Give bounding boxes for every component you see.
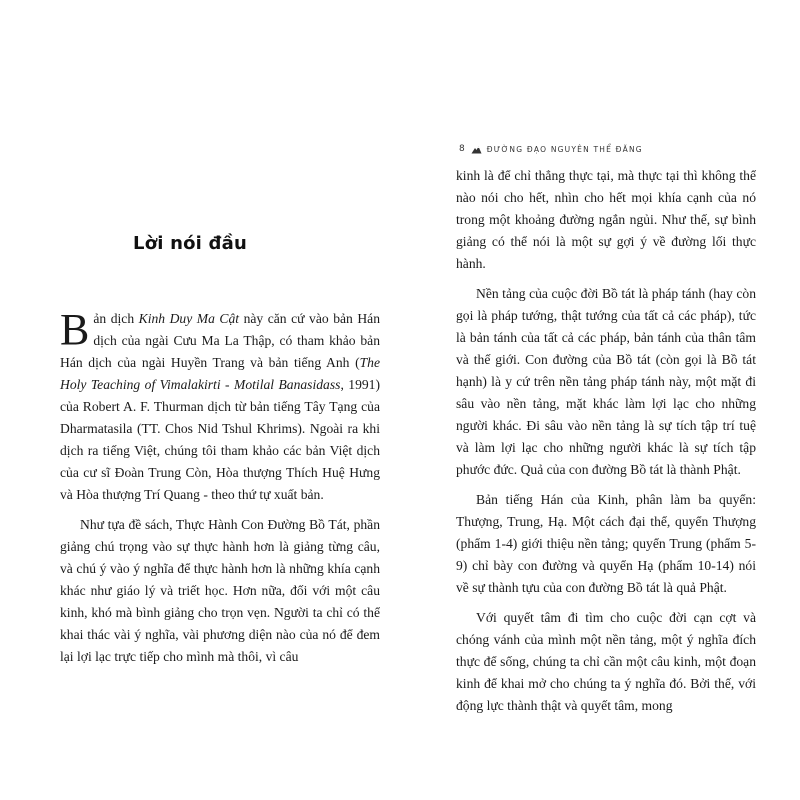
book-title-header: ĐƯỜNG ĐẠO NGUYÊN THỂ ĐĂNG	[486, 144, 643, 154]
running-header	[459, 144, 643, 154]
paragraph-2: Như tựa đề sách, Thực Hành Con Đường Bồ Tát, phần giảng chú trọng vào sự thực hành hơn là giảng từng câu, và chú ý vào ý nghĩa để thực hành hơn là những khía cạnh khác như giáo lý và triết học. Hơn nữa, đối với một câu kinh, khó mà bình giảng cho trọn vẹn. Người ta chỉ có thể khai thác vài ý nghĩa, vài phương diện nào của nó để đem lại lợi lạc trực tiếp cho mình mà thôi, vì câu	[60, 517, 380, 664]
page-number: 8	[459, 144, 465, 154]
text-run: , 1991) của Robert A. F. Thurman dịch từ bản tiếng Tây Tạng của Dharmatasila (TT. Chos Nid Tshul Khrims). Ngoài ra khi dịch ra tiếng Việt, chúng tôi tham khảo các bản Việt dịch của cư sĩ Đoàn Trung Còn, Hòa thượng Thích Huệ Hưng và Hòa thượng Trí Quang - theo thứ tự xuất bản.	[60, 377, 380, 502]
paragraph-3: Bản tiếng Hán của Kinh, phân làm ba quyển: Thượng, Trung, Hạ. Một cách đại thể, quyển Thượng (phẩm 1-4) giới thiệu nền tảng; quyển Trung (phẩm 5-9) chỉ bày con đường và quyển Hạ (phẩm 10-14) nói về sự thành tựu của con đường Bồ tát là quả Phật.	[456, 492, 756, 595]
text-run: ản dịch	[93, 311, 139, 326]
chapter-title: Lời nói đầu	[133, 233, 247, 254]
mountain-icon	[471, 145, 482, 154]
right-page	[400, 0, 800, 800]
left-page-body	[60, 305, 380, 668]
italic-text: The Holy Teaching of Vimalakirti - Motilal Banasidass	[60, 355, 380, 392]
paragraph-2: Nền tảng của cuộc đời Bồ tát là pháp tánh (hay còn gọi là pháp tướng, thật tướng của tất cả các pháp), tức là bản tánh của tất cả các pháp, bản tánh của thân tâm và thế giới. Con đường của Bồ tát (còn gọi là Bồ tát hạnh) là y cứ trên nền tảng pháp tánh này, một mặt đi sâu vào nền tảng, mặt khác làm lợi lạc cho những người khác. Đi sâu vào nền tảng là sự tích tập trí tuệ và làm lợi lạc cho những người khác là sự tích tập phước đức. Quả của con đường Bồ tát là thành Phật.	[456, 286, 756, 477]
text-run: này căn cứ vào bản Hán dịch của ngài Cưu Ma La Thập, có tham khảo bản Hán dịch của ngài Huyền Trang và bản tiếng Anh (	[60, 311, 380, 370]
paragraph-continued: kinh là để chỉ thẳng thực tại, mà thực tại thì không thể nào nói cho hết, nhìn cho hết mọi khía cạnh của nó trong một khoảng đường ngắn ngủi. Như thế, sự bình giảng có thể nói là một sự gợi ý về đường lối thực hành.	[456, 168, 756, 271]
right-page-body	[456, 165, 756, 717]
drop-cap: B	[60, 305, 90, 354]
italic-text: Kinh Duy Ma Cật	[138, 311, 240, 326]
paragraph-1	[60, 305, 380, 506]
paragraph-4: Với quyết tâm đi tìm cho cuộc đời cạn cợt và chóng vánh của mình một nền tảng, một ý nghĩa đích thực để sống, chúng ta chỉ cần một câu kinh, một đoạn kinh để khai mở cho chúng ta ý nghĩa đó. Bởi thế, với động lực thành thật và quyết tâm, mong	[456, 610, 756, 713]
